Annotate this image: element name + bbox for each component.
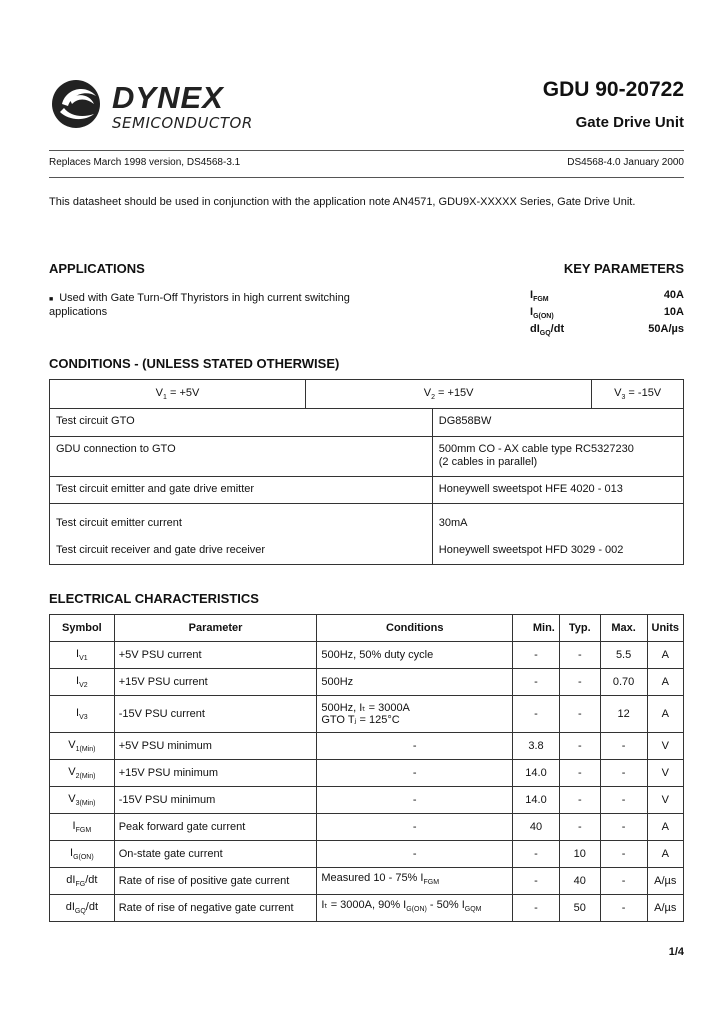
- row-symbol: $I_{V3}$: [50, 696, 115, 733]
- condition-label: Test circuit GTO: [50, 409, 433, 437]
- row-min: -: [513, 841, 560, 868]
- row-conditions: Measured 10 - 75% $I_{FGM}$: [317, 868, 513, 895]
- col-units: Units: [647, 615, 684, 642]
- col-max: Max.: [600, 615, 647, 642]
- row-min: -: [513, 642, 560, 669]
- conditions-heading: CONDITIONS - (UNLESS STATED OTHERWISE): [49, 356, 340, 371]
- row-conditions: -: [317, 841, 513, 868]
- row-symbol: $V_{3(Min)}$: [50, 787, 115, 814]
- row-typ: -: [559, 814, 600, 841]
- table-row: [50, 787, 684, 814]
- row-typ: -: [559, 669, 600, 696]
- condition-label: Test circuit emitter and gate drive emitter: [50, 477, 433, 504]
- supply-v2: $V_2 = +15V$: [305, 380, 591, 409]
- key-parameter-row: [530, 306, 684, 323]
- row-parameter: Rate of rise of positive gate current: [114, 868, 317, 895]
- key-parameter-row: [530, 289, 684, 306]
- row-min: -: [513, 669, 560, 696]
- row-typ: 50: [559, 895, 600, 922]
- row-typ: -: [559, 696, 600, 733]
- table-row: [50, 696, 684, 733]
- row-max: -: [600, 733, 647, 760]
- row-parameter: Rate of rise of negative gate current: [114, 895, 317, 922]
- key-parameter-symbol: $I_{G(ON)}$: [530, 306, 554, 321]
- key-parameter-value: 50A/µs: [648, 323, 684, 336]
- document-title: GDU 90-20722: [542, 78, 684, 101]
- row-min: 3.8: [513, 733, 560, 760]
- row-symbol: $I_{G(ON)}$: [50, 841, 115, 868]
- row-max: -: [600, 760, 647, 787]
- table-row: [50, 868, 684, 895]
- row-conditions: 500Hz, 50% duty cycle: [317, 642, 513, 669]
- row-min: 14.0: [513, 787, 560, 814]
- row-symbol: $I_{FGM}$: [50, 814, 115, 841]
- row-typ: -: [559, 733, 600, 760]
- row-max: -: [600, 895, 647, 922]
- table-row: [50, 642, 684, 669]
- brand-name: DYNEX: [112, 80, 224, 115]
- key-parameters-list: [530, 289, 684, 341]
- col-parameter: Parameter: [114, 615, 317, 642]
- key-parameters-heading: KEY PARAMETERS: [563, 261, 684, 276]
- document-subtitle: Gate Drive Unit: [575, 114, 684, 131]
- row-min: -: [513, 868, 560, 895]
- condition-value: DG858BW: [432, 409, 683, 437]
- row-units: A: [647, 696, 684, 733]
- key-parameter-symbol: $I_{FGM}$: [530, 289, 549, 304]
- table-row: [50, 814, 684, 841]
- row-units: V: [647, 760, 684, 787]
- row-symbol: $I_{V2}$: [50, 669, 115, 696]
- row-max: 5.5: [600, 642, 647, 669]
- page-number: 1/4: [668, 946, 684, 958]
- row-parameter: -15V PSU minimum: [114, 787, 317, 814]
- row-units: A/µs: [647, 868, 684, 895]
- row-conditions: -: [317, 733, 513, 760]
- row-units: A/µs: [647, 895, 684, 922]
- condition-label: Test circuit emitter current Test circuit receiver and gate drive receiver: [50, 504, 433, 565]
- row-parameter: +15V PSU minimum: [114, 760, 317, 787]
- condition-label: GDU connection to GTO: [50, 437, 433, 477]
- key-parameter-symbol: $dI_{GQ}/dt$: [530, 323, 565, 338]
- row-max: 0.70: [600, 669, 647, 696]
- row-units: A: [647, 841, 684, 868]
- row-conditions: -: [317, 787, 513, 814]
- row-conditions: -: [317, 760, 513, 787]
- doc-id: DS4568-4.0 January 2000: [567, 157, 684, 168]
- key-parameter-row: [530, 323, 684, 340]
- row-min: 14.0: [513, 760, 560, 787]
- row-symbol: $V_{2(Min)}$: [50, 760, 115, 787]
- row-parameter: +5V PSU current: [114, 642, 317, 669]
- row-min: 40: [513, 814, 560, 841]
- replaces-note: Replaces March 1998 version, DS4568-3.1: [49, 157, 241, 168]
- row-parameter: +15V PSU current: [114, 669, 317, 696]
- row-units: V: [647, 787, 684, 814]
- row-max: -: [600, 841, 647, 868]
- row-units: V: [647, 733, 684, 760]
- row-max: -: [600, 787, 647, 814]
- row-typ: 10: [559, 841, 600, 868]
- condition-value: 500mm CO - AX cable type RC5327230 (2 cables in parallel): [432, 437, 683, 477]
- row-max: 12: [600, 696, 647, 733]
- row-min: -: [513, 696, 560, 733]
- row-typ: 40: [559, 868, 600, 895]
- row-typ: -: [559, 760, 600, 787]
- bullet-icon: ■: [49, 296, 54, 303]
- applications-text: Used with Gate Turn-Off Thyristors in high current switching applications: [49, 292, 350, 318]
- row-parameter: +5V PSU minimum: [114, 733, 317, 760]
- row-max: -: [600, 814, 647, 841]
- row-parameter: Peak forward gate current: [114, 814, 317, 841]
- row-symbol: $dI_{GQ}/dt$: [50, 895, 115, 922]
- condition-value: Honeywell sweetspot HFE 4020 - 013: [432, 477, 683, 504]
- row-conditions: -: [317, 814, 513, 841]
- table-row: [50, 895, 684, 922]
- table-row: [50, 669, 684, 696]
- supply-v1: $V_1 = +5V$: [50, 380, 306, 409]
- electrical-table: [49, 614, 684, 922]
- intro-text: This datasheet should be used in conjunction with the application note AN4571, GDU9X-XXXXX Series, Gate Drive Unit.: [49, 196, 636, 208]
- row-conditions: 500Hz: [317, 669, 513, 696]
- row-units: A: [647, 642, 684, 669]
- supply-v3: $V_3 = -15V$: [592, 380, 684, 409]
- conditions-table: [49, 379, 684, 565]
- table-row: [50, 760, 684, 787]
- row-symbol: $dI_{FG}/dt$: [50, 868, 115, 895]
- subheader-divider: [49, 177, 684, 178]
- col-conditions: Conditions: [317, 615, 513, 642]
- table-row: [50, 733, 684, 760]
- col-min: Min.: [513, 615, 560, 642]
- row-min: -: [513, 895, 560, 922]
- table-row: [50, 841, 684, 868]
- row-max: -: [600, 868, 647, 895]
- row-parameter: On-state gate current: [114, 841, 317, 868]
- row-conditions: 500Hz, Iₜ = 3000A GTO Tⱼ = 125°C: [317, 696, 513, 733]
- col-symbol: Symbol: [50, 615, 115, 642]
- condition-value: 30mA Honeywell sweetspot HFD 3029 - 002: [432, 504, 683, 565]
- row-typ: -: [559, 787, 600, 814]
- row-symbol: $I_{V1}$: [50, 642, 115, 669]
- applications-heading: APPLICATIONS: [49, 261, 145, 276]
- brand-subtitle: SEMICONDUCTOR: [112, 114, 253, 132]
- row-units: A: [647, 669, 684, 696]
- header-divider: [49, 150, 684, 151]
- row-parameter: -15V PSU current: [114, 696, 317, 733]
- key-parameter-value: 40A: [663, 289, 684, 301]
- applications-item: [49, 292, 369, 319]
- electrical-heading: ELECTRICAL CHARACTERISTICS: [49, 591, 259, 606]
- row-typ: -: [559, 642, 600, 669]
- key-parameter-value: 10A: [663, 306, 684, 319]
- row-conditions: Iₜ = 3000A, 90% $I_{G(ON)} - 50\%$ $I_{GQM}$: [317, 895, 513, 922]
- row-symbol: $V_{1(Min)}$: [50, 733, 115, 760]
- col-typ: Typ.: [559, 615, 600, 642]
- row-units: A: [647, 814, 684, 841]
